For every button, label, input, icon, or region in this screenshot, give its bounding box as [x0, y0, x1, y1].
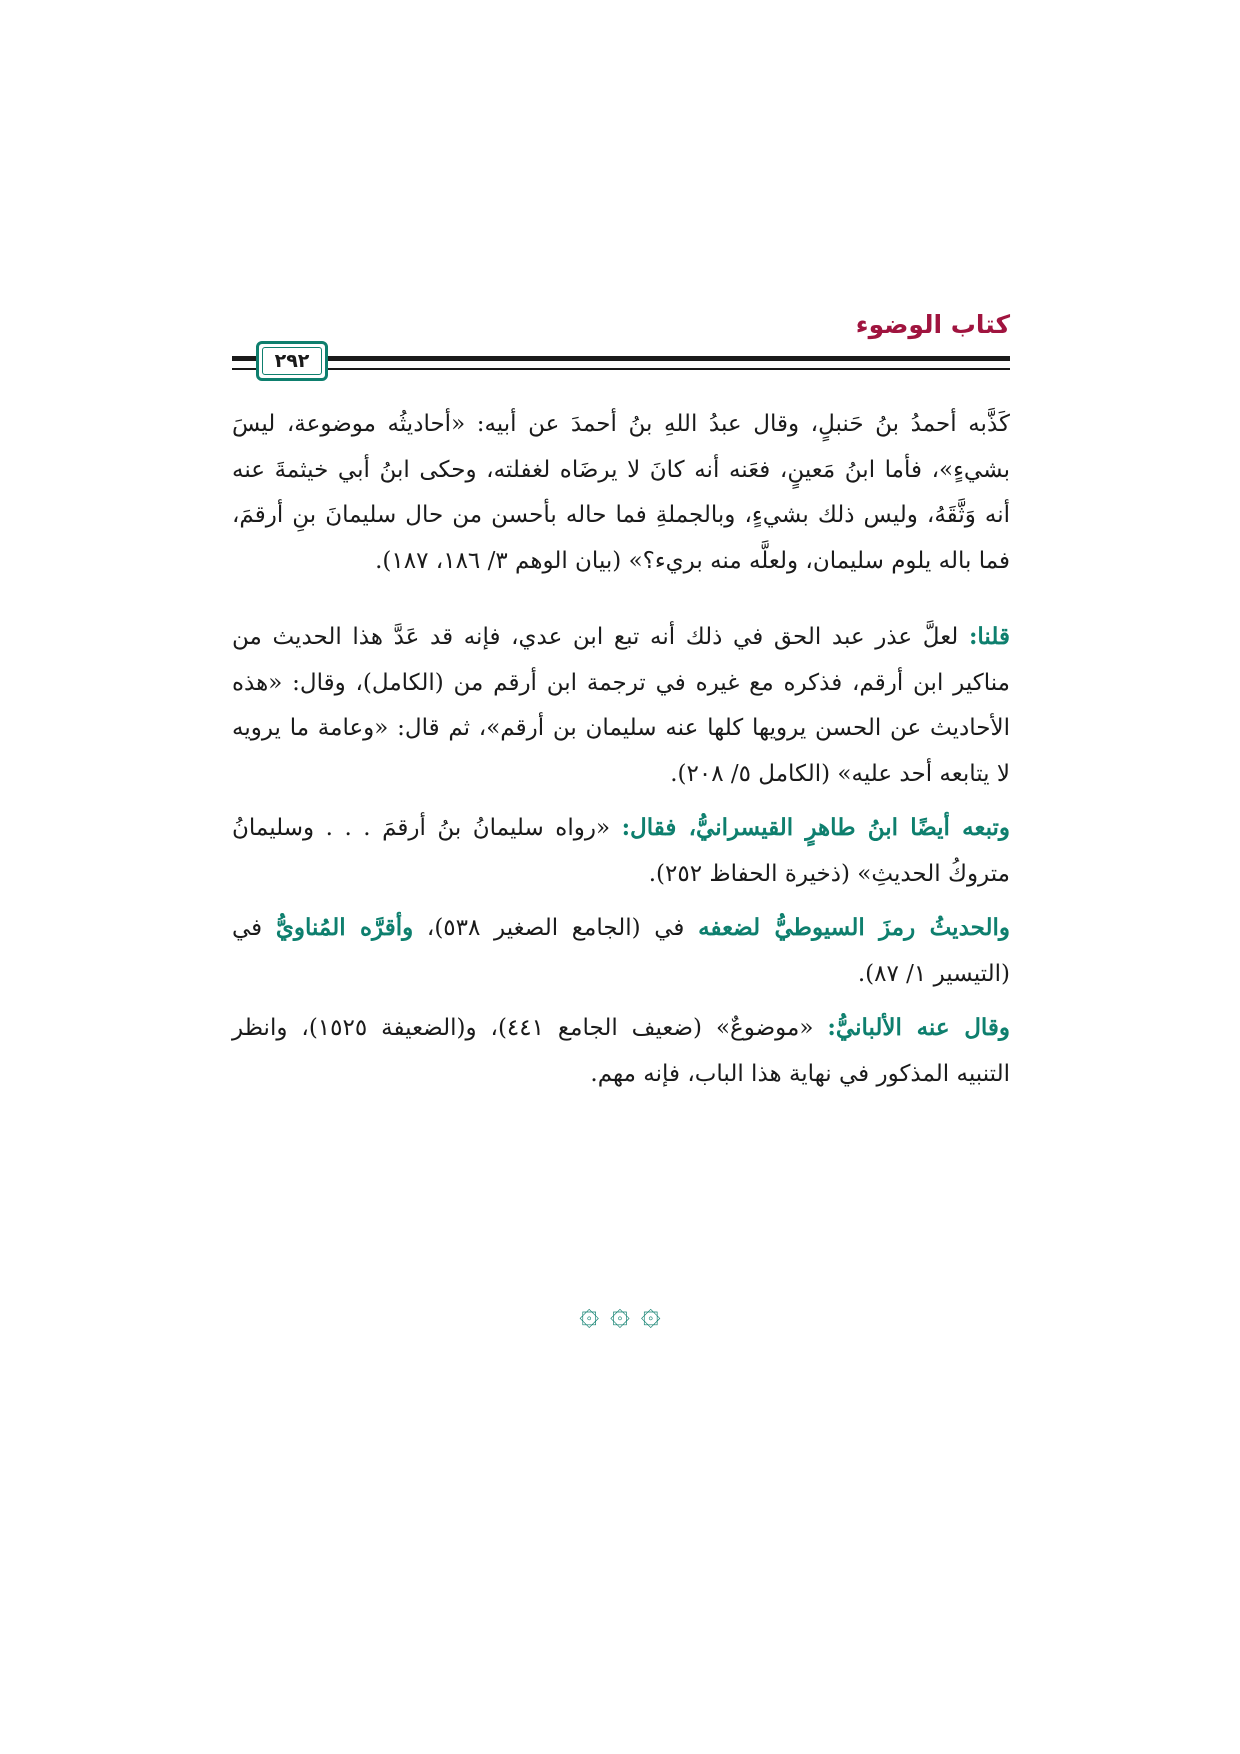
paragraph-3: [232, 805, 1010, 897]
paragraph-lead: وقال عنه الألبانيُّ:: [827, 1014, 1011, 1041]
book-title: كتاب الوضوء: [855, 310, 1010, 339]
paragraph-text: «رواه سليمانُ بنُ أرقمَ . . . وسليمانُ متروكُ الحديثِ» (ذخيرة الحفاظ ٢٥٢).: [232, 815, 1010, 887]
paragraph-lead: والحديثُ رمزَ السيوطيُّ لضعفه: [698, 914, 1010, 941]
header-rule-thick: [232, 356, 1010, 361]
page-number-badge: [256, 341, 328, 381]
paragraph-1: [232, 402, 1010, 584]
page-number: ٢٩٢: [274, 350, 310, 372]
paragraph-lead: وتبعه أيضًا ابنُ طاهرٍ القيسرانيُّ، فقال:: [621, 814, 1011, 841]
page-body: [232, 402, 1010, 1097]
paragraph-text: لعلَّ عذر عبد الحق في ذلك أنه تبع ابن عدي، فإنه قد عَدَّ هذا الحديث من مناكير ابن أرقم، فذكره مع غيره في ترجمة ابن أرقم من (الكامل)، وقال: «هذه الأحاديث عن الحسن يرويها كلها عنه سليمان بن أرقم»، ثم قال: «وعامة ما يرويه لا يتابعه أحد عليه» (الكامل ٥/ ٢٠٨).: [232, 624, 1010, 787]
paragraph-text: «موضوعٌ» (ضعيف الجامع ٤٤١)، و(الضعيفة ١٥٢٥)، وانظر التنبيه المذكور في نهاية هذا الباب، فإنه مهم.: [232, 1015, 1010, 1087]
paragraph-5: [232, 1005, 1010, 1097]
paragraph-4: [232, 905, 1010, 997]
section-end-ornament: ۞ ۞ ۞: [579, 1293, 661, 1333]
paragraph-text-secondary: في (التيسير ١/ ٨٧).: [232, 915, 1010, 987]
paragraph-lead-secondary: وأقرَّه المُناويُّ: [275, 914, 414, 941]
header-rule-thin: [232, 368, 1010, 370]
paragraph-lead: قلنا:: [968, 623, 1010, 650]
paragraph-2: [232, 614, 1010, 797]
paragraph-text: كَذَّبه أحمدُ بنُ حَنبلٍ، وقال عبدُ اللهِ بنُ أحمدَ عن أبيه: «أحاديثُه موضوعة، ليسَ بشيءٍ»، فأما ابنُ مَعينٍ، فعَنه أنه كانَ لا يرضَاه لغفلته، وحكى ابنُ أبي خيثمةَ عنه أنه وَثَّقَهُ، وليس ذلك بشيءٍ، وبالجملةِ فما حاله بأحسن من حال سليمانَ بنِ أرقمَ، فما باله يلوم سليمان، ولعلَّه منه بريء؟» (بيان الوهم ٣/ ١٨٦، ١٨٧).: [232, 411, 1010, 574]
page-header: [232, 304, 1010, 384]
paragraph-text: في (الجامع الصغير ٥٣٨)،: [413, 915, 685, 941]
